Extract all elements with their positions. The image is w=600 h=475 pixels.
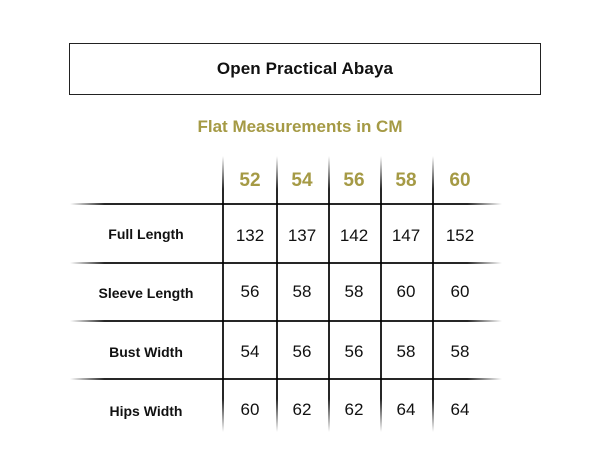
table-cell: 56 [344, 342, 364, 361]
table-cell: 147 [391, 226, 421, 245]
size-header-54: 54 [291, 170, 313, 191]
row-divider [70, 203, 502, 205]
row-label-bust-width: Bust Width [109, 344, 183, 360]
size-header-56: 56 [343, 170, 365, 191]
size-header-52: 52 [239, 170, 261, 191]
size-header-60: 60 [449, 170, 471, 191]
table-cell: 60 [450, 282, 470, 301]
table-cell: 60 [240, 400, 260, 419]
size-header-58: 58 [395, 170, 417, 191]
title-box [69, 43, 541, 95]
row-label-hips-width: Hips Width [109, 403, 183, 419]
table-cell: 62 [292, 400, 312, 419]
table-cell: 132 [235, 226, 265, 245]
table-cell: 58 [450, 342, 470, 361]
table-subtitle: Flat Measurements in CM [197, 117, 403, 136]
table-cell: 58 [292, 282, 312, 301]
row-divider [70, 320, 502, 322]
row-label-full-length: Full Length [108, 226, 184, 242]
table-cell: 58 [396, 342, 416, 361]
table-cell: 60 [396, 282, 416, 301]
row-label-sleeve-length: Sleeve Length [98, 285, 194, 301]
table-cell: 62 [344, 400, 364, 419]
table-cell: 56 [240, 282, 260, 301]
table-cell: 142 [339, 226, 369, 245]
page-title: Open Practical Abaya [216, 59, 394, 78]
row-divider [70, 378, 502, 380]
table-cell: 64 [450, 400, 470, 419]
table-cell: 58 [344, 282, 364, 301]
table-cell: 54 [240, 342, 260, 361]
table-cell: 137 [287, 226, 317, 245]
table-cell: 152 [445, 226, 475, 245]
row-divider [70, 262, 502, 264]
table-cell: 56 [292, 342, 312, 361]
table-cell: 64 [396, 400, 416, 419]
